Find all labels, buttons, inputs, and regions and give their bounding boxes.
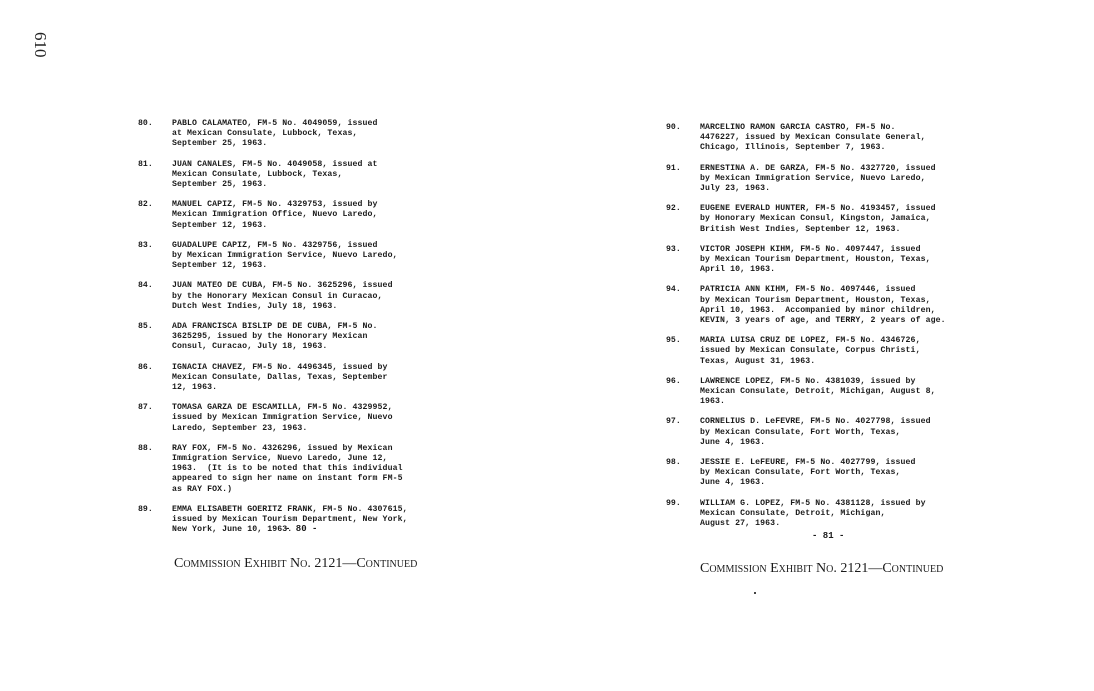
- entry-text: MARIA LUISA CRUZ DE LOPEZ, FM-5 No. 4346726, issued by Mexican Consulate, Corpus Christi, Texas, August 31, 1963.: [700, 336, 921, 366]
- list-item: [666, 417, 986, 448]
- list-item: [138, 119, 448, 150]
- entry-text: IGNACIA CHAVEZ, FM-5 No. 4496345, issued by Mexican Consulate, Dallas, Texas, September 12, 1963.: [172, 362, 388, 393]
- entry-number: 96.: [666, 376, 681, 386]
- list-item: [138, 200, 448, 231]
- entry-number: 87.: [138, 403, 153, 413]
- list-item: [666, 336, 986, 367]
- right-page-footer-number: - 81 -: [812, 531, 845, 541]
- list-item: [138, 322, 448, 353]
- entry-text: LAWRENCE LOPEZ, FM-5 No. 4381039, issued by Mexican Consulate, Detroit, Michigan, August 8, 1963.: [700, 376, 936, 407]
- list-item: [666, 204, 986, 235]
- entry-number: 85.: [138, 322, 153, 332]
- list-item: [666, 164, 986, 195]
- list-item: [138, 281, 448, 312]
- entry-number: 99.: [666, 498, 681, 508]
- entry-text: JUAN MATEO DE CUBA, FM-5 No. 3625296, issued by the Honorary Mexican Consul in Curacao, Dutch West Indies, July 18, 1963.: [172, 281, 393, 311]
- entry-text: CORNELIUS D. LeFEVRE, FM-5 No. 4027798, issued by Mexican Consulate, Fort Worth, Texas, June 4, 1963.: [700, 417, 931, 447]
- entry-number: 97.: [666, 417, 681, 427]
- entry-number: 94.: [666, 285, 681, 295]
- entry-text: EUGENE EVERALD HUNTER, FM-5 No. 4193457, issued by Honorary Mexican Consul, Kingston, Jamaica, British West Indies, September 12, 1963.: [700, 204, 936, 234]
- entry-number: 81.: [138, 159, 153, 169]
- entry-text: PATRICIA ANN KIHM, FM-5 No. 4097446, issued by Mexican Tourism Department, Houston, Texas, April 10, 1963. Accompanied by minor children, KEVIN, 3 years of age, and TERRY, 2 years of age.: [700, 285, 946, 326]
- list-item: [666, 499, 986, 530]
- right-page-entry-list: [666, 123, 986, 539]
- entry-number: 83.: [138, 240, 153, 250]
- entry-number: 88.: [138, 443, 153, 453]
- entry-number: 80.: [138, 119, 153, 128]
- list-item: [666, 245, 986, 276]
- page-number-vertical: 610: [31, 32, 50, 58]
- left-page-entry-list: [138, 119, 448, 546]
- entry-number: 86.: [138, 362, 153, 372]
- entry-text: MARCELINO RAMON GARCIA CASTRO, FM-5 No. 4476227, issued by Mexican Consulate General, Chicago, Illinois, September 7, 1963.: [700, 123, 926, 153]
- list-item: [666, 285, 986, 326]
- entry-number: 98.: [666, 458, 681, 468]
- entry-text: WILLIAM G. LOPEZ, FM-5 No. 4381128, issued by Mexican Consulate, Detroit, Michigan, August 27, 1963.: [700, 498, 926, 529]
- list-item: [666, 123, 986, 154]
- entry-number: 92.: [666, 204, 681, 214]
- entry-number: 93.: [666, 244, 681, 254]
- list-item: [666, 377, 986, 408]
- entry-number: 95.: [666, 336, 681, 346]
- left-page-caption: Commission Exhibit No. 2121—Continued: [174, 556, 418, 571]
- list-item: [138, 363, 448, 394]
- entry-number: 91.: [666, 163, 681, 173]
- list-item: [138, 444, 448, 495]
- entry-text: JUAN CANALES, FM-5 No. 4049058, issued at Mexican Consulate, Lubbock, Texas, September 25, 1963.: [172, 159, 378, 190]
- list-item: [138, 403, 448, 434]
- entry-text: GUADALUPE CAPIZ, FM-5 No. 4329756, issued by Mexican Immigration Service, Nuevo Laredo, September 12, 1963.: [172, 240, 398, 271]
- entry-text: EMMA ELISABETH GOERITZ FRANK, FM-5 No. 4307615, issued by Mexican Tourism Department, New York, New York, June 10, 1963.: [172, 504, 408, 535]
- entry-number: 84.: [138, 281, 153, 291]
- entry-text: ADA FRANCISCA BISLIP DE DE CUBA, FM-5 No. 3625295, issued by the Honorary Mexican Consul, Curacao, July 18, 1963.: [172, 322, 378, 352]
- entry-text: PABLO CALAMATEO, FM-5 No. 4049059, issued at Mexican Consulate, Lubbock, Texas, September 25, 1963.: [172, 119, 378, 149]
- entry-text: JESSIE E. LeFEURE, FM-5 No. 4027799, issued by Mexican Consulate, Fort Worth, Texas, June 4, 1963.: [700, 458, 916, 488]
- entry-text: RAY FOX, FM-5 No. 4326296, issued by Mexican Immigration Service, Nuevo Laredo, June 12, 1963. (It is to be noted that this individual appeared to sign her name on instant form FM-5 as RAY FOX.): [172, 443, 403, 494]
- entry-text: TOMASA GARZA DE ESCAMILLA, FM-5 No. 4329952, issued by Mexican Immigration Service, Nuevo Laredo, September 23, 1963.: [172, 403, 393, 433]
- entry-text: MANUEL CAPIZ, FM-5 No. 4329753, issued by Mexican Immigration Office, Nuevo Laredo, September 12, 1963.: [172, 200, 378, 230]
- entry-number: 89.: [138, 504, 153, 514]
- scan-speck: [754, 592, 756, 594]
- right-page-caption: Commission Exhibit No. 2121—Continued: [700, 561, 944, 576]
- list-item: [666, 458, 986, 489]
- entry-text: VICTOR JOSEPH KIHM, FM-5 No. 4097447, issued by Mexican Tourism Department, Houston, Texas, April 10, 1963.: [700, 244, 931, 275]
- entry-number: 90.: [666, 123, 681, 132]
- list-item: [138, 241, 448, 272]
- entry-text: ERNESTINA A. DE GARZA, FM-5 No. 4327720, issued by Mexican Immigration Service, Nuevo Laredo, July 23, 1963.: [700, 163, 936, 194]
- left-page-footer-number: - 80 -: [285, 524, 318, 534]
- entry-number: 82.: [138, 200, 153, 210]
- list-item: [138, 160, 448, 191]
